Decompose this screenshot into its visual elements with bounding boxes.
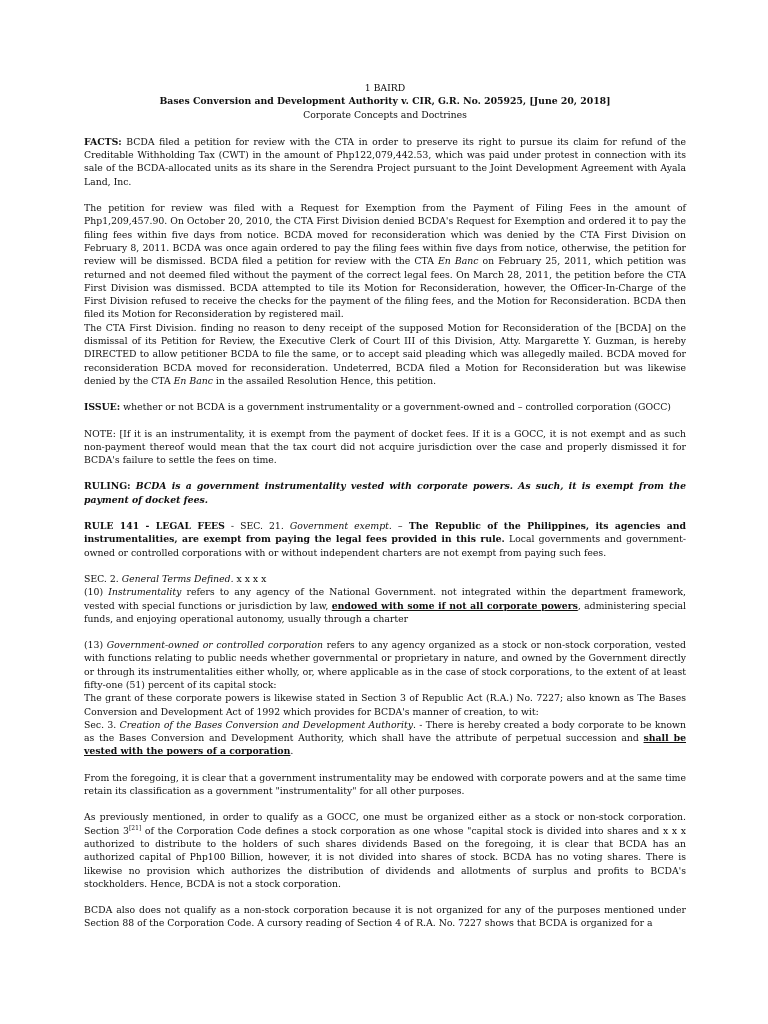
p10-number: (10) <box>84 587 109 599</box>
rule141-label: RULE 141 - LEGAL FEES <box>84 521 225 533</box>
ruling-paragraph <box>84 480 686 507</box>
foregoing-paragraph: From the foregoing, it is clear that a government instrumentality may be endowed with corporate powers and at the same time retain its classification as a government "instrumentality" for all other purposes. <box>84 772 686 798</box>
instrumentality-definition <box>84 586 686 626</box>
sec2-prefix: SEC. 2. <box>84 573 122 585</box>
sec3-prefix: Sec. 3. <box>84 719 120 731</box>
ruling-label: RULING: <box>84 481 131 493</box>
issue-label: ISSUE: <box>84 402 121 414</box>
note-paragraph: NOTE: [If it is an instrumentality, it is exempt from the payment of docket fees. If it is a GOCC, it is not exempt and as such non-payment thereof would mean that the tax court did not acquire jurisdiction over the case and properly dismissed it for BCDA's failure to settle the fees on time. <box>84 428 686 467</box>
p10-text-2: , administering special funds, and enjoying operational autonomy, usually through a charter <box>84 600 686 625</box>
rule141-sec-title: Government exempt. – <box>289 521 403 533</box>
document-body <box>84 82 686 931</box>
sec3-underlined: shall be vested with the powers of a corporation <box>84 733 687 758</box>
page-label: 1 BAIRD <box>364 83 406 94</box>
para2-text-1: The petition for review was filed with a Request for Exemption from the Payment of Filing Fees in the amount of Php1,209,457.90. On October 20, 2010, the CTA First Division denied BCDA's Request for Exemption and ordered it to pay the filing fees within five days from notice. BCDA moved for reconsideration which was denied by the CTA First Division on February 8, 2011. BCDA was once again ordered to pay the filing fees within five days from notice, otherwise, the petition for review will be dismissed. BCDA filed a petition for review with the CTA <box>84 203 686 268</box>
p10-text-1: refers to any agency of the National Government. not integrated within the department framework, vested with special functions or jurisdiction by law, <box>84 587 686 612</box>
sec3-paragraph <box>84 719 686 759</box>
cta-resolution-paragraph <box>84 322 686 388</box>
facts-text: BCDA filed a petition for review with the CTA in order to preserve its right to pursue its claim for refund of the Creditable Withholding Tax (CWT) in the amount of Php122,079,442.53, which was paid under protest in connection with its sale of the BCDA-allocated units as its share in the Serendra Project pursuant to the Joint Development Agreement with Ayala Land, Inc. <box>84 136 686 188</box>
rule141-paragraph <box>84 520 686 560</box>
sec2-heading <box>84 573 686 586</box>
facts-paragraph <box>84 136 686 189</box>
rule141-rest: Local governments and government-owned or controlled corporations with or without independent charters are not exempt from paying such fees. <box>84 534 686 559</box>
p13-text: refers to any agency organized as a stock or non-stock corporation, vested with functions relating to public needs whether governmental or proprietary in nature, and owned by the Government directly or through its instrumentalities either wholly, or, where applicable as in the case of stock corporations, to the extent of at least fifty-one (51) percent of its capital stock: <box>84 640 687 691</box>
subject-heading: Corporate Concepts and Doctrines <box>303 109 467 121</box>
para2-text-2: on February 25, 2011, which petition was returned and not deemed filed without the payment of the correct legal fees. On March 28, 2011, the petition before the CTA First Division was dismissed. BCDA attempted to tile its Motion for Reconsideration, however, the Officer-In-Charge of the First Division refused to receive the checks for the payment of the filing fees, and the Motion for Reconsideration. BCDA then filed its Motion for Reconsideration by registered mail. <box>84 256 686 321</box>
gocc-definition <box>84 639 686 692</box>
procedural-history-paragraph <box>84 202 686 322</box>
para3-en-banc: En Banc <box>173 375 213 387</box>
p13-term: Government-owned or controlled corporation <box>106 640 323 652</box>
para2-en-banc: En Banc <box>438 256 479 268</box>
rule141-sec: - SEC. 21. <box>224 521 290 533</box>
footnote-ref[interactable]: [21] <box>128 824 142 832</box>
para3-text-2: in the assailed Resolution Hence, this petition. <box>212 375 437 387</box>
para3-text-1: The CTA First Division. finding no reason to deny receipt of the supposed Motion for Reconsideration of the [BCDA] on the dismissal of its Petition for Review, the Executive Clerk of Court III of this Division, Atty. Margarette Y. Guzman, is hereby DIRECTED to allow petitioner BCDA to file the same, or to accept said pleading which was allegedly mailed. BCDA moved for reconsideration BCDA moved for reconsideration. Undeterred, BCDA filed a Motion for Reconsideration but was likewise denied by the CTA <box>84 322 686 387</box>
rule141-bold-text: The Republic of the Philippines, its agencies and instrumentalities, are exempt from paying the legal fees provided in this rule. <box>84 521 686 546</box>
grant-paragraph: The grant of these corporate powers is likewise stated in Section 3 of Republic Act (R.A.) No. 7227; also known as The Bases Conversion and Development Act of 1992 which provides for BCDA's manner of creation, to wit: <box>84 693 686 718</box>
sec3-title: Creation of the Bases Conversion and Development Authority <box>119 719 413 731</box>
facts-label: FACTS: <box>84 136 122 148</box>
gocc-text-1: As previously mentioned, in order to qualify as a GOCC, one must be organized either as a stock or non-stock corporation. Section 3 <box>84 812 686 837</box>
p10-underlined: endowed with some if not all corporate powers <box>331 600 578 612</box>
issue-paragraph <box>84 401 686 414</box>
sec2-title: General Terms Defined. <box>121 573 234 585</box>
gocc-text-2: of the Corporation Code defines a stock corporation as one whose "capital stock is divided into shares and x x x authorized to distribute to the holders of such shares dividends Based on the foregoing, it is clear that BCDA has an authorized capital of Php100 Billion, however, it is not divided into shares of stock. BCDA has no voting shares. There is likewise no provision which authorizes the distribution of dividends and allotments of surplus and profits to BCDA's stockholders. Hence, BCDA is not a stock corporation. <box>84 825 686 890</box>
case-title: Bases Conversion and Development Authority v. CIR, G.R. No. 205925, [June 20, 2018] <box>159 96 611 108</box>
nonstock-paragraph: BCDA also does not qualify as a non-stock corporation because it is not organized for any of the purposes mentioned under Section 88 of the Corporation Code. A cursory reading of Section 4 of R.A. No. 7227 shows that BCDA is organized for a <box>84 905 686 930</box>
p13-number: (13) <box>84 640 107 652</box>
sec2-xxx: x x x x <box>233 573 267 585</box>
sec3-text: . - There is hereby created a body corporate to be known as the Bases Conversion and Development Authority, which shall have the attribute of perpetual succession and <box>84 719 686 745</box>
ruling-text: BCDA is a government instrumentality vested with corporate powers. As such, it is exempt from the payment of docket fees. <box>84 481 686 506</box>
sec3-end: . <box>290 746 294 758</box>
issue-text: whether or not BCDA is a government instrumentality or a government-owned and – controlled corporation (GOCC) <box>120 402 671 414</box>
gocc-analysis-paragraph <box>84 811 686 891</box>
p10-term: Instrumentality <box>108 587 182 599</box>
